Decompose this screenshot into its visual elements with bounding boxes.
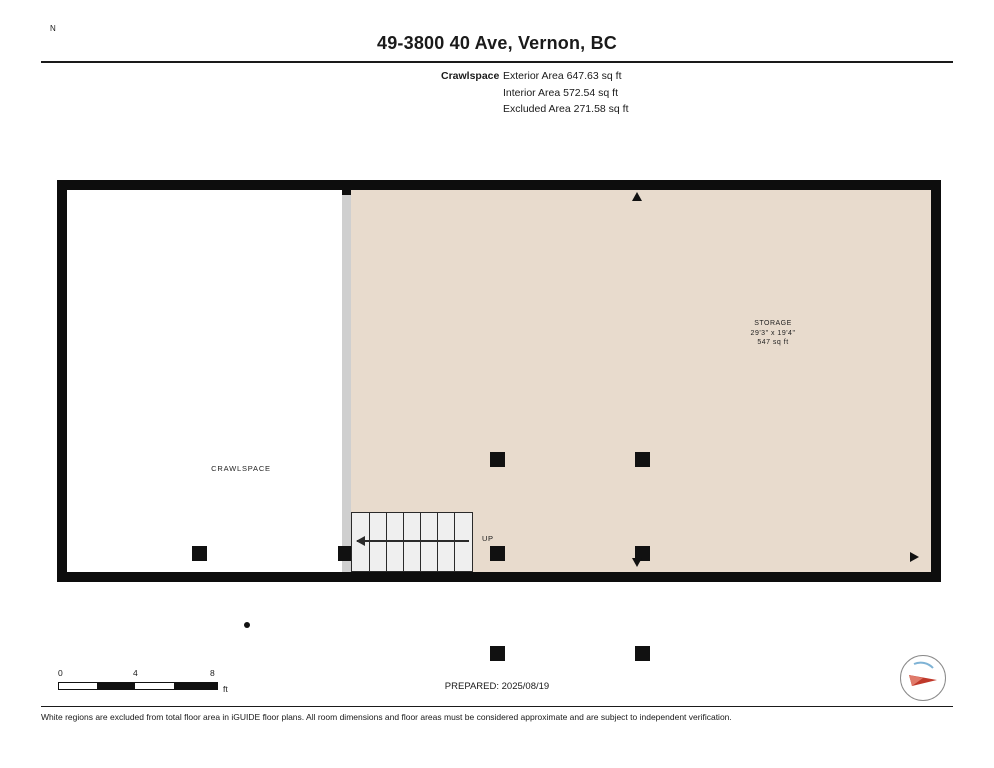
compass-rose: [900, 655, 946, 701]
floor-plan: [57, 180, 941, 582]
view-marker-north-icon: [632, 192, 642, 201]
summary-row-excluded: [441, 101, 629, 118]
support-post: [490, 646, 505, 661]
compass-needle-icon: [900, 655, 946, 701]
stairs: [351, 512, 473, 572]
room-storage-name: STORAGE: [754, 320, 792, 327]
divider-wall-cap: [342, 190, 351, 195]
stair-step: [386, 513, 387, 571]
stairs-direction-arrow-icon: [357, 540, 469, 542]
prepared-date: PREPARED: 2025/08/19: [444, 681, 550, 692]
stair-step: [403, 513, 404, 571]
stairs-up-label: UP: [482, 534, 494, 543]
stair-step: [420, 513, 421, 571]
view-marker-south-icon: [632, 558, 642, 567]
room-label-storage: [713, 319, 833, 348]
support-post: [490, 546, 505, 561]
interior-divider-wall: [342, 190, 351, 572]
page-title: 49-3800 40 Ave, Vernon, BC: [377, 33, 617, 53]
room-storage-area: 547 sq ft: [757, 339, 789, 346]
title-divider: [41, 61, 953, 63]
stair-step: [369, 513, 370, 571]
scale-tick-1: 4: [133, 668, 138, 678]
scale-tick-0: 0: [58, 668, 63, 678]
summary-interior-area: Interior Area 572.54 sq ft: [503, 86, 618, 99]
support-post: [192, 546, 207, 561]
footer-disclaimer: White regions are excluded from total floor area in iGUIDE floor plans. All room dimensions and floor areas must be considered approximate and are subject to independent verification.: [41, 712, 732, 722]
scale-tick-2: 8: [210, 668, 215, 678]
summary-excluded-area: Excluded Area 271.58 sq ft: [503, 103, 629, 115]
room-label-crawlspace: CRAWLSPACE: [211, 464, 271, 473]
support-post: [635, 452, 650, 467]
floor-drain-marker: [244, 622, 250, 628]
compass-north-label: N: [50, 24, 56, 33]
room-storage-dimensions: 29'3" x 19'4": [750, 329, 796, 337]
view-marker-east-icon: [910, 552, 919, 562]
summary-level-label: Crawlspace: [441, 70, 500, 82]
summary-row-exterior: [441, 68, 629, 85]
stair-step: [454, 513, 455, 571]
summary-row-interior: [441, 85, 629, 102]
support-post: [635, 646, 650, 661]
scale-unit-label: ft: [223, 684, 228, 694]
support-post: [490, 452, 505, 467]
footer-divider: [41, 706, 953, 707]
area-summary: [441, 68, 629, 118]
scale-tick-labels: [58, 668, 233, 680]
stair-step: [437, 513, 438, 571]
summary-exterior-area: Exterior Area 647.63 sq ft: [503, 70, 622, 82]
